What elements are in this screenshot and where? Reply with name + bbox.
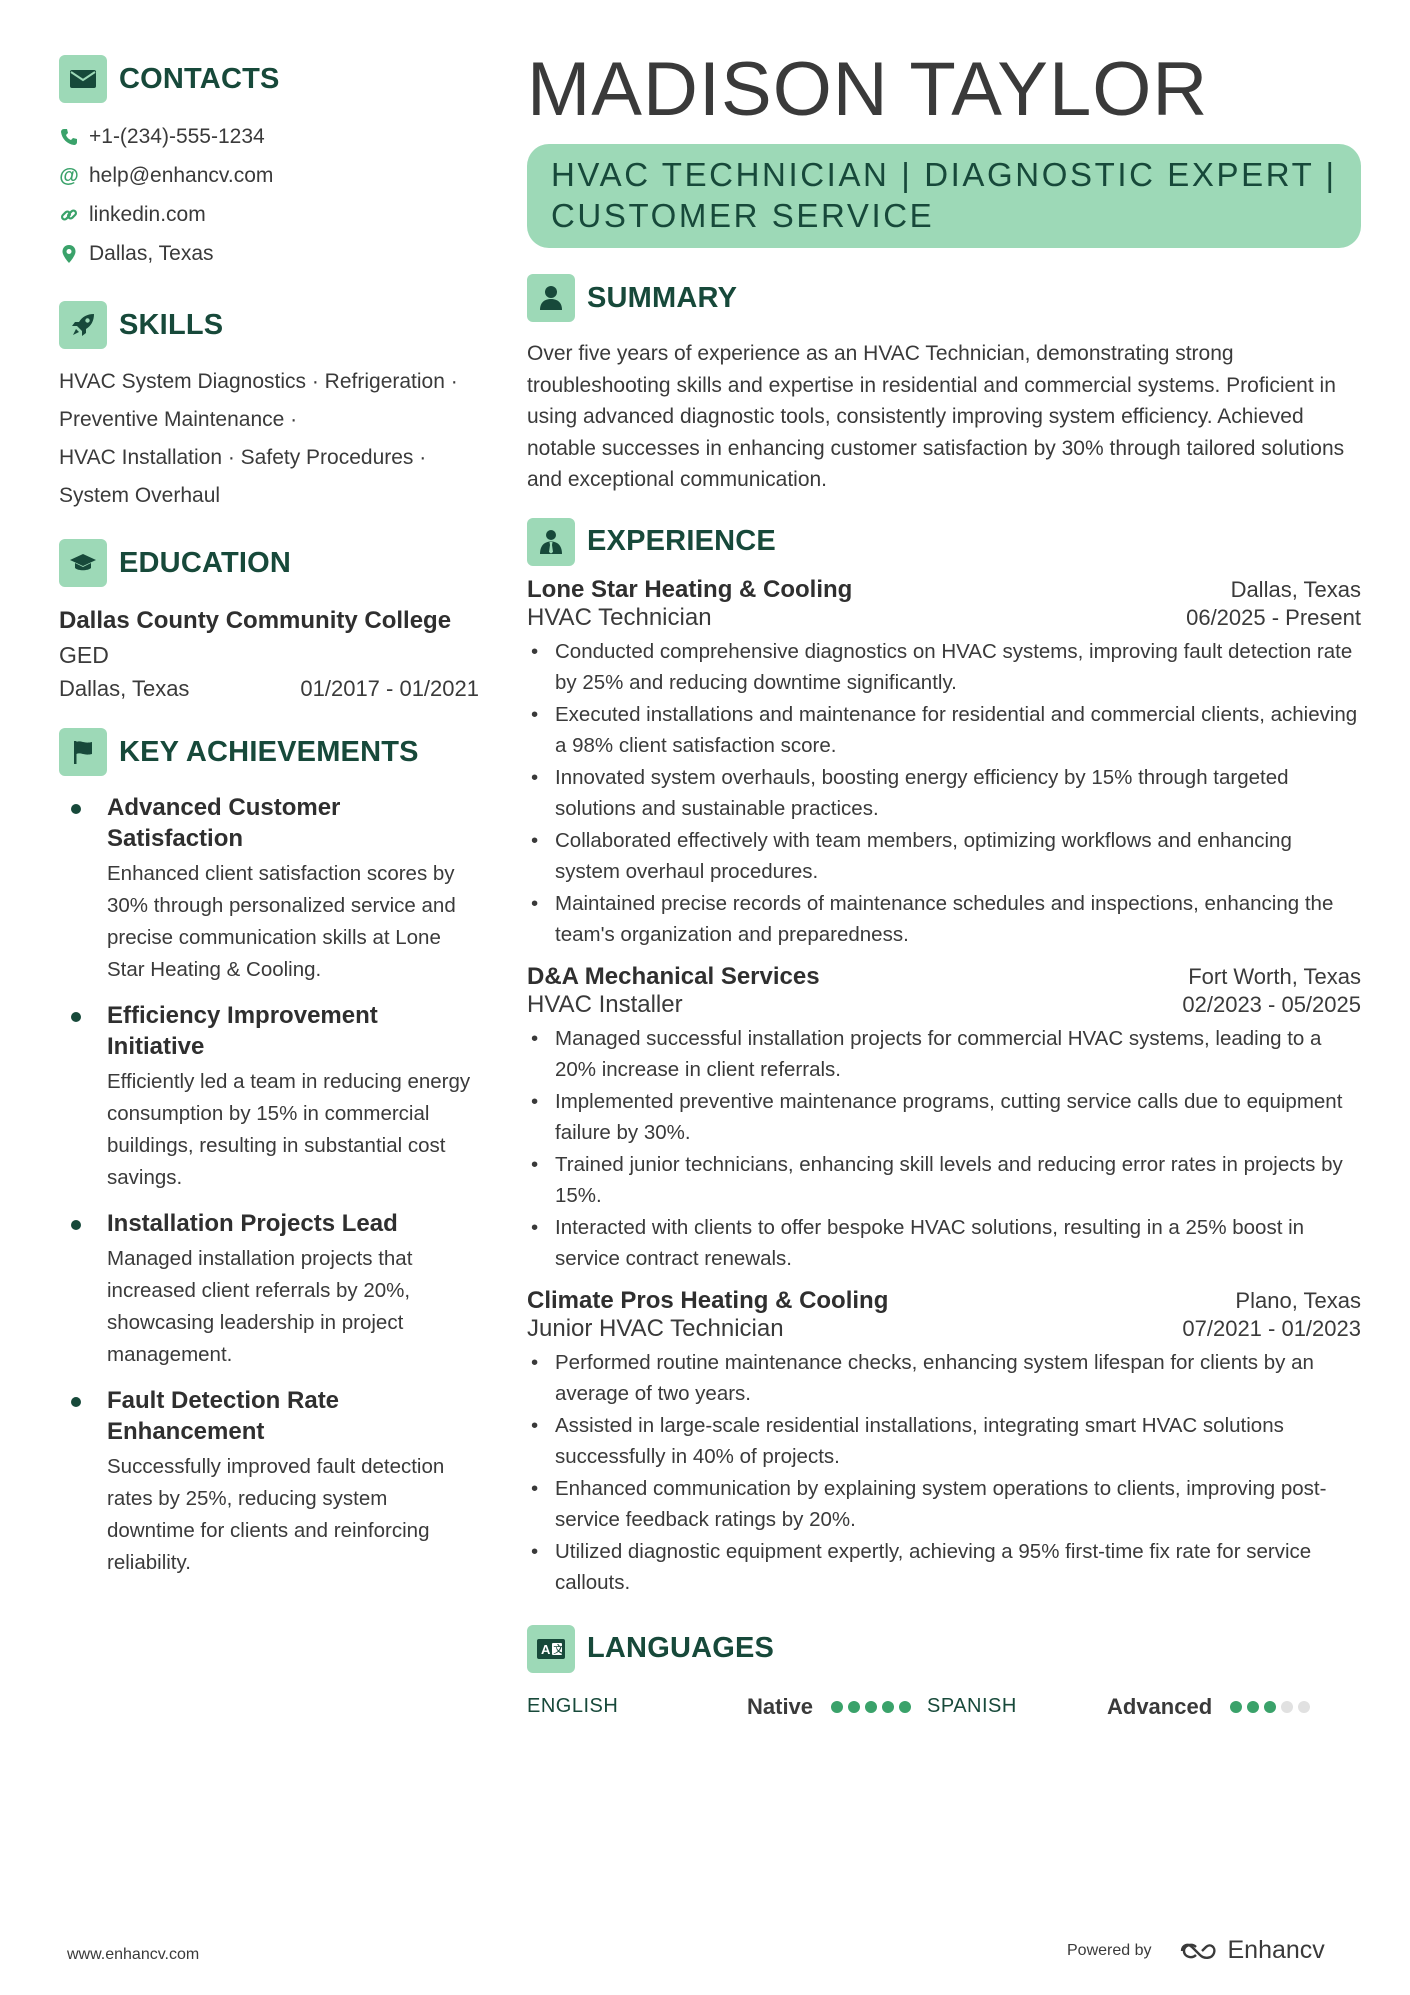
achievement-item	[59, 1000, 479, 1194]
education-location: Dallas, Texas	[59, 676, 190, 701]
achievement-desc: Successfully improved fault detection rates by 25%, reducing system downtime for clients and reinforcing reliability.	[107, 1455, 445, 1574]
skills-list	[59, 363, 479, 515]
rating-dot	[848, 1701, 860, 1713]
job-location: Fort Worth, Texas	[1188, 963, 1361, 989]
achievement-title: Efficiency Improvement Initiative	[107, 1002, 378, 1060]
person-icon	[527, 274, 575, 322]
languages-list	[527, 1687, 1361, 1727]
job-entry	[527, 963, 1361, 1275]
job-bullet: • Implemented preventive maintenance programs, cutting service calls due to equipment failure by 30%.	[527, 1086, 1361, 1149]
rating-dot	[1281, 1701, 1293, 1713]
job-bullet: • Maintained precise records of maintenance schedules and inspections, enhancing the team's organization and preparedness.	[527, 888, 1361, 951]
at-icon: @	[59, 164, 79, 187]
contact-email[interactable]	[59, 156, 479, 195]
achievements-title: KEY ACHIEVEMENTS	[119, 735, 419, 768]
language-name: SPANISH	[927, 1695, 1017, 1717]
job-role: HVAC Technician	[527, 603, 712, 631]
language-rating	[831, 1701, 911, 1713]
achievement-item	[59, 1208, 479, 1371]
job-company: Climate Pros Heating & Cooling	[527, 1286, 889, 1314]
svg-text:A: A	[541, 1641, 551, 1657]
job-location: Plano, Texas	[1235, 1287, 1361, 1313]
job-role: HVAC Installer	[527, 990, 683, 1018]
rating-dot	[1264, 1701, 1276, 1713]
rating-dot	[1230, 1701, 1242, 1713]
bullet-icon	[71, 1012, 81, 1022]
flag-icon	[59, 728, 107, 776]
contact-phone-text: +1-(234)-555-1234	[89, 124, 265, 148]
summary-title: SUMMARY	[587, 281, 738, 314]
contacts-header	[59, 55, 479, 103]
job-bullet: • Trained junior technicians, enhancing skill levels and reducing error rates in projects by 15%.	[527, 1149, 1361, 1212]
envelope-icon	[59, 55, 107, 103]
translate-icon	[527, 1625, 575, 1673]
language-rating	[1230, 1701, 1310, 1713]
candidate-tagline: HVAC TECHNICIAN | DIAGNOSTIC EXPERT | CUSTOMER SERVICE	[527, 144, 1361, 248]
footer-brand-text: Enhancv	[1227, 1936, 1325, 1964]
language-level: Advanced	[1107, 1693, 1213, 1719]
language-item	[927, 1694, 1361, 1720]
footer-powered	[1067, 1936, 1325, 1965]
education-header	[59, 539, 479, 587]
skills-header	[59, 301, 479, 349]
job-bullet: • Enhanced communication by explaining system operations to clients, improving post-service feedback ratings by 20%.	[527, 1473, 1361, 1536]
rating-dot	[882, 1701, 894, 1713]
job-dates: 07/2021 - 01/2023	[1182, 1315, 1361, 1341]
language-item	[527, 1694, 927, 1720]
bullet-icon	[71, 804, 81, 814]
footer-brand[interactable]	[1178, 1936, 1325, 1965]
education-dates: 01/2017 - 01/2021	[300, 676, 479, 701]
job-role: Junior HVAC Technician	[527, 1314, 784, 1342]
rating-dot	[865, 1701, 877, 1713]
education-entry	[59, 605, 479, 704]
right-column	[527, 47, 1361, 1727]
rating-dot	[1247, 1701, 1259, 1713]
achievement-desc: Enhanced client satisfaction scores by 30% through personalized service and precise communication skills at Lone Star Heating & Cooling.	[107, 862, 456, 981]
job-header	[527, 1287, 1361, 1315]
rating-dot	[899, 1701, 911, 1713]
contacts-title: CONTACTS	[119, 62, 280, 95]
achievement-title: Fault Detection Rate Enhancement	[107, 1387, 340, 1445]
footer-powered-label: Powered by	[1067, 1941, 1152, 1959]
phone-icon	[59, 126, 79, 148]
enhancv-logo-icon	[1178, 1939, 1222, 1963]
achievement-desc: Efficiently led a team in reducing energy consumption by 15% in commercial buildings, resulting in substantial cost savings.	[107, 1070, 471, 1189]
job-subheader	[527, 604, 1361, 632]
job-dates: 02/2023 - 05/2025	[1182, 991, 1361, 1017]
skills-line: HVAC Installation · Safety Procedures ·	[59, 446, 427, 469]
job-bullet: • Collaborated effectively with team members, optimizing workflows and enhancing system overhaul procedures.	[527, 825, 1361, 888]
briefcase-person-icon	[527, 518, 575, 566]
job-bullet: • Assisted in large-scale residential installations, integrating smart HVAC solutions successfully in 40% of projects.	[527, 1410, 1361, 1473]
language-name: ENGLISH	[527, 1695, 619, 1717]
experience-title: EXPERIENCE	[587, 525, 776, 557]
job-dates: 06/2025 - Present	[1186, 604, 1361, 630]
left-column	[59, 55, 479, 1579]
job-bullet: • Utilized diagnostic equipment expertly, achieving a 95% first-time fix rate for service callouts.	[527, 1536, 1361, 1599]
achievement-title: Installation Projects Lead	[107, 1210, 398, 1237]
rocket-icon	[59, 301, 107, 349]
contact-location	[59, 234, 479, 273]
education-meta	[59, 674, 479, 704]
link-icon	[59, 204, 79, 226]
job-bullet: • Executed installations and maintenance for residential and commercial clients, achieving a 98% client satisfaction score.	[527, 699, 1361, 762]
summary-text: Over five years of experience as an HVAC Technician, demonstrating strong troubleshooting skills and expertise in residential and commercial systems. Proficient in using advanced diagnostic tools, consistently improving system efficiency. Achieved notable successes in enhancing customer satisfaction by 30% through tailored solutions and exceptional communication.	[527, 342, 1345, 491]
rating-dot	[831, 1701, 843, 1713]
job-subheader	[527, 1315, 1361, 1343]
contact-location-text: Dallas, Texas	[89, 241, 214, 265]
languages-title: LANGUAGES	[587, 1632, 775, 1664]
job-company: D&A Mechanical Services	[527, 962, 820, 990]
summary-header	[527, 274, 1361, 322]
achievements-list	[59, 792, 479, 1579]
contact-linkedin-text: linkedin.com	[89, 202, 206, 226]
job-bullet: • Managed successful installation projects for commercial HVAC systems, leading to a 20% increase in client referrals.	[527, 1023, 1361, 1086]
job-bullet: • Performed routine maintenance checks, enhancing system lifespan for clients by an average of two years.	[527, 1347, 1361, 1410]
candidate-name: MADISON TAYLOR	[527, 47, 1209, 132]
job-bullet: • Innovated system overhauls, boosting energy efficiency by 15% through targeted solutions and sustainable practices.	[527, 762, 1361, 825]
bullet-icon	[71, 1397, 81, 1407]
job-header	[527, 963, 1361, 991]
achievements-header	[59, 728, 479, 776]
achievement-desc: Managed installation projects that increased client referrals by 20%, showcasing leadership in project management.	[107, 1247, 413, 1366]
job-entry	[527, 576, 1361, 951]
education-school: Dallas County Community College	[59, 607, 452, 634]
rating-dot	[1298, 1701, 1310, 1713]
skills-line: System Overhaul	[59, 484, 221, 507]
bullet-icon	[71, 1220, 81, 1230]
skills-line: HVAC System Diagnostics · Refrigeration ·	[59, 370, 458, 393]
job-subheader	[527, 991, 1361, 1019]
svg-text:文: 文	[553, 1644, 564, 1656]
contact-email-text: help@enhancv.com	[89, 163, 274, 187]
job-entry	[527, 1287, 1361, 1599]
contact-phone[interactable]	[59, 117, 479, 156]
education-degree: GED	[59, 642, 109, 668]
job-bullets	[527, 1347, 1361, 1599]
job-bullets	[527, 1023, 1361, 1275]
job-bullets	[527, 636, 1361, 951]
languages-header	[527, 1625, 1361, 1673]
experience-header	[527, 518, 1361, 566]
graduation-cap-icon	[59, 539, 107, 587]
contact-list	[59, 117, 479, 273]
achievement-title: Advanced Customer Satisfaction	[107, 794, 341, 852]
language-level: Native	[747, 1693, 814, 1719]
job-header	[527, 576, 1361, 604]
footer-website[interactable]: www.enhancv.com	[67, 1946, 200, 1963]
achievement-item	[59, 1385, 479, 1579]
skills-title: SKILLS	[119, 308, 224, 341]
achievement-item	[59, 792, 479, 986]
job-company: Lone Star Heating & Cooling	[527, 575, 853, 603]
job-location: Dallas, Texas	[1230, 576, 1361, 602]
location-icon	[59, 243, 79, 265]
education-title: EDUCATION	[119, 546, 292, 579]
skills-line: Preventive Maintenance ·	[59, 408, 298, 431]
job-bullet: • Conducted comprehensive diagnostics on HVAC systems, improving fault detection rate by 25% and reducing downtime significantly.	[527, 636, 1361, 699]
job-bullet: • Interacted with clients to offer bespoke HVAC solutions, resulting in a 25% boost in service contract renewals.	[527, 1212, 1361, 1275]
contact-linkedin[interactable]	[59, 195, 479, 234]
